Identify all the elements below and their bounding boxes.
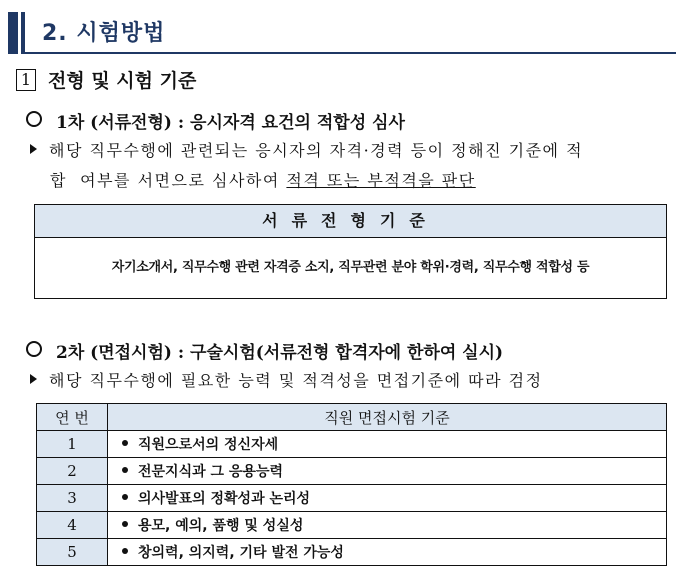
interview-criteria-table: [36, 403, 667, 566]
section-title: 2. 시험방법: [42, 21, 166, 46]
row-number: 5: [37, 539, 108, 566]
circle-bullet-icon: [26, 341, 42, 357]
stage1-desc-line1: [30, 136, 583, 166]
stage2-description: [30, 366, 543, 396]
row-number: 1: [37, 431, 108, 458]
table-row: [37, 512, 667, 539]
criteria-box-header: 서류전형기준: [35, 205, 666, 238]
subsection-number-box: 1: [16, 69, 36, 91]
row-criteria-text: 직원으로서의 정신자세: [138, 437, 279, 453]
table-row: [37, 458, 667, 485]
dot-bullet-icon: [122, 548, 128, 554]
stage1-description: [30, 136, 583, 196]
section-header: [8, 10, 676, 54]
stage1-desc-line2: [30, 166, 583, 196]
triangle-bullet-icon: [30, 374, 37, 384]
row-criteria: [108, 512, 667, 539]
triangle-bullet-icon: [30, 144, 37, 154]
row-criteria-text: 의사발표의 정확성과 논리성: [138, 491, 311, 507]
stage2-desc-text: 해당 직무수행에 필요한 능력 및 적격성을 면접기준에 따라 검정: [49, 371, 543, 390]
stage2-heading: [26, 338, 503, 363]
row-number: 4: [37, 512, 108, 539]
stage1-heading-text: 1차 (서류전형) : 응시자격 요건의 적합성 심사: [56, 113, 405, 133]
row-criteria: [108, 458, 667, 485]
table-row: [37, 539, 667, 566]
table-header-row: [37, 404, 667, 431]
section-bar-thin: [21, 12, 25, 54]
document-criteria-box: [34, 204, 667, 299]
row-criteria-text: 전문지식과 그 응용능력: [138, 464, 283, 480]
table-row: [37, 431, 667, 458]
dot-bullet-icon: [122, 440, 128, 446]
row-criteria: [108, 539, 667, 566]
stage1-heading: [26, 108, 405, 133]
row-criteria-text: 창의력, 의지력, 기타 발전 가능성: [138, 545, 344, 561]
dot-bullet-icon: [122, 521, 128, 527]
column-header-criteria: 직원 면접시험 기준: [108, 404, 667, 431]
row-criteria-text: 용모, 예의, 품행 및 성실성: [138, 518, 304, 534]
section-underline: [21, 52, 676, 54]
criteria-box-body: 자기소개서, 직무수행 관련 자격증 소지, 직무관련 분야 학위·경력, 직무수행 적합성 등: [111, 260, 590, 275]
circle-bullet-icon: [26, 111, 42, 127]
row-criteria: [108, 485, 667, 512]
row-number: 2: [37, 458, 108, 485]
row-number: 3: [37, 485, 108, 512]
stage1-desc-underlined: 적격 또는 부적격을 판단: [286, 171, 476, 190]
dot-bullet-icon: [122, 467, 128, 473]
stage1-desc-line1-text: 해당 직무수행에 관련되는 응시자의 자격·경력 등이 정해진 기준에 적: [49, 141, 584, 160]
table-row: [37, 485, 667, 512]
stage1-desc-line2-text: 합 여부를 서면으로 심사하여: [50, 171, 287, 190]
row-criteria: [108, 431, 667, 458]
section-bar-thick: [8, 12, 18, 54]
column-header-no: 연 번: [37, 404, 108, 431]
dot-bullet-icon: [122, 494, 128, 500]
subsection-title: 전형 및 시험 기준: [48, 70, 197, 92]
stage2-heading-text: 2차 (면접시험) : 구술시험(서류전형 합격자에 한하여 실시): [56, 343, 504, 363]
subsection-heading: [16, 66, 196, 93]
